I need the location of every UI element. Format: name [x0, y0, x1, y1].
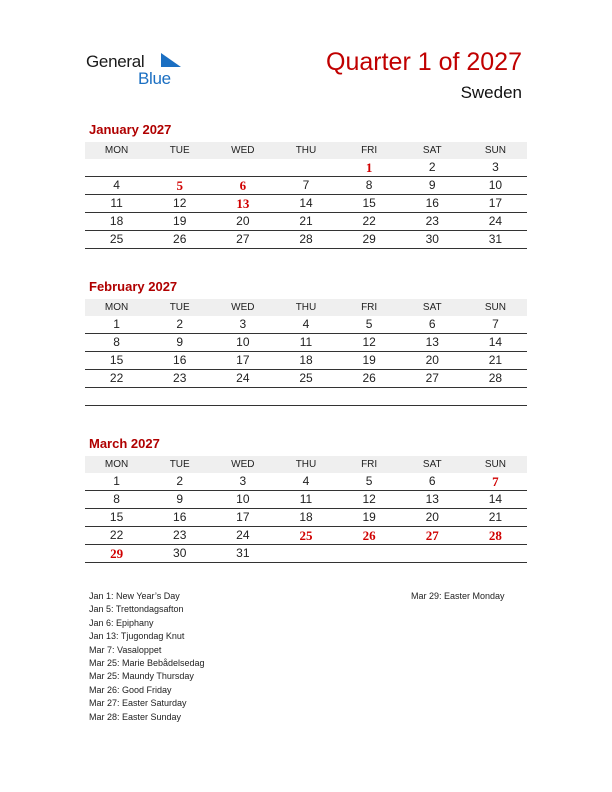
date-cell: 12 [362, 335, 376, 349]
date-cell: 14 [299, 196, 313, 210]
week-row [85, 213, 527, 231]
date-cell: 1 [113, 317, 120, 331]
holiday-note: Jan 5: Trettondagsafton [89, 604, 184, 615]
date-cell [338, 388, 401, 405]
date-cell: 15 [362, 196, 376, 210]
weekday-label: MON [104, 302, 129, 313]
holiday-note: Jan 6: Epiphany [89, 617, 154, 628]
date-cell [464, 545, 527, 562]
month-weeks [85, 473, 527, 563]
date-cell [85, 159, 148, 176]
weekday-label: SAT [422, 145, 442, 156]
date-cell: 27 [425, 371, 439, 385]
holiday-note: Mar 25: Maundy Thursday [89, 671, 194, 682]
weekday-label: SUN [484, 459, 506, 470]
holiday-date-cell: 13 [236, 196, 250, 211]
date-cell: 22 [109, 371, 124, 385]
date-cell: 11 [299, 492, 313, 506]
month-title: January 2027 [89, 122, 172, 137]
date-cell: 17 [236, 353, 250, 367]
date-cell: 3 [492, 160, 499, 174]
holiday-note: Jan 1: New Year’s Day [89, 591, 180, 601]
week-row [85, 316, 527, 334]
date-cell [401, 388, 464, 405]
week-row [85, 491, 527, 509]
date-cell: 25 [109, 232, 124, 246]
blue-triangle-flag-icon [159, 52, 183, 70]
date-cell: 10 [236, 335, 250, 349]
date-cell: 3 [239, 317, 247, 331]
week-row [85, 545, 527, 563]
weekday-label: FRI [361, 459, 378, 470]
month-january [85, 122, 527, 249]
holiday-date-cell: 27 [425, 528, 439, 543]
date-cell: 6 [428, 474, 436, 488]
weekday-header [85, 142, 527, 159]
date-cell: 8 [365, 178, 373, 192]
date-cell: 3 [239, 474, 247, 488]
week-row [85, 195, 527, 213]
holiday-note: Mar 27: Easter Saturday [89, 698, 187, 709]
date-cell: 31 [236, 546, 250, 560]
date-cell: 13 [425, 492, 439, 506]
holiday-date-cell: 7 [492, 474, 499, 489]
date-cell: 21 [488, 353, 503, 367]
date-cell [274, 388, 337, 405]
holiday-date-cell: 28 [488, 528, 502, 543]
date-cell: 4 [302, 317, 310, 331]
date-cell [464, 388, 527, 405]
date-cell: 17 [488, 196, 503, 210]
date-cell: 9 [428, 178, 436, 192]
date-cell: 22 [362, 214, 376, 228]
date-cell: 20 [236, 214, 250, 228]
date-cell [338, 545, 401, 562]
date-cell: 19 [173, 214, 187, 228]
logo-word-blue: Blue [138, 69, 171, 88]
holiday-note: Mar 29: Easter Monday [411, 591, 505, 601]
date-cell: 24 [488, 214, 503, 228]
week-row [85, 334, 527, 352]
date-cell: 16 [425, 196, 439, 210]
date-cell: 2 [428, 160, 436, 174]
weekday-label: MON [104, 459, 129, 470]
date-cell: 19 [362, 510, 376, 524]
holiday-note: Mar 26: Good Friday [89, 684, 172, 695]
date-cell: 26 [173, 232, 187, 246]
date-cell: 25 [299, 371, 313, 385]
date-cell: 5 [365, 474, 373, 488]
date-cell [401, 545, 464, 562]
date-cell: 16 [173, 353, 187, 367]
holiday-note: Jan 13: Tjugondag Knut [89, 631, 185, 642]
date-cell: 23 [173, 371, 187, 385]
date-cell: 14 [488, 335, 503, 349]
week-row [85, 527, 527, 545]
date-cell [148, 159, 211, 176]
date-cell: 23 [173, 528, 187, 542]
date-cell: 12 [362, 492, 376, 506]
month-march [85, 436, 527, 563]
date-cell [211, 159, 274, 176]
week-row [85, 352, 527, 370]
date-cell: 4 [113, 178, 120, 192]
weekday-header [85, 456, 527, 473]
date-cell: 27 [236, 232, 250, 246]
date-cell: 1 [113, 474, 120, 488]
month-february [85, 279, 527, 406]
weekday-label: TUE [169, 145, 190, 156]
holiday-list-left [89, 590, 205, 724]
date-cell: 17 [236, 510, 250, 524]
weekday-label: FRI [361, 302, 378, 313]
date-cell: 23 [425, 214, 439, 228]
date-cell: 20 [425, 353, 439, 367]
page-title: Quarter 1 of 2027 [326, 48, 522, 76]
holiday-date-cell: 26 [362, 528, 376, 543]
date-cell: 19 [362, 353, 376, 367]
date-cell [85, 388, 148, 405]
date-cell: 21 [299, 214, 313, 228]
date-cell: 20 [425, 510, 439, 524]
week-row [85, 231, 527, 249]
week-row [85, 370, 527, 388]
date-cell: 26 [362, 371, 376, 385]
holiday-note: Mar 25: Marie Bebådelsedag [89, 658, 205, 669]
date-cell: 16 [173, 510, 187, 524]
logo [86, 50, 196, 90]
date-cell: 12 [173, 196, 187, 210]
logo-word-general: General [86, 52, 145, 71]
weekday-label: SUN [484, 145, 506, 156]
date-cell [148, 388, 211, 405]
weekday-label: WED [231, 302, 255, 313]
week-row [85, 177, 527, 195]
weekday-label: SAT [422, 302, 442, 313]
weekday-label: THU [295, 302, 317, 313]
weekday-label: TUE [169, 302, 190, 313]
weekday-label: WED [231, 459, 255, 470]
holiday-note: Mar 7: Vasaloppet [89, 644, 162, 655]
date-cell: 6 [428, 317, 436, 331]
holiday-list-right [411, 590, 505, 603]
country-name: Sweden [460, 83, 522, 102]
week-row [85, 473, 527, 491]
holiday-date-cell: 25 [299, 528, 313, 543]
date-cell: 7 [302, 178, 310, 192]
date-cell: 24 [236, 528, 250, 542]
date-cell: 5 [365, 317, 373, 331]
weekday-label: THU [295, 145, 317, 156]
date-cell [211, 388, 274, 405]
weekday-label: WED [231, 145, 255, 156]
date-cell: 15 [109, 510, 124, 524]
holiday-date-cell: 1 [365, 160, 373, 175]
date-cell: 9 [176, 335, 184, 349]
holiday-date-cell: 29 [110, 546, 124, 561]
date-cell: 8 [113, 335, 120, 349]
weekday-label: MON [104, 145, 129, 156]
weekday-label: FRI [361, 145, 378, 156]
date-cell [274, 545, 337, 562]
date-cell: 10 [488, 178, 503, 192]
weekday-label: THU [295, 459, 317, 470]
date-cell: 11 [110, 196, 123, 210]
holiday-note: Mar 28: Easter Sunday [89, 711, 182, 722]
date-cell: 11 [299, 335, 313, 349]
date-cell: 15 [109, 353, 124, 367]
month-weeks [85, 159, 527, 249]
date-cell: 31 [488, 232, 503, 246]
month-title: February 2027 [89, 279, 178, 294]
week-row [85, 509, 527, 527]
date-cell: 24 [236, 371, 250, 385]
date-cell: 18 [299, 510, 313, 524]
holiday-date-cell: 6 [239, 178, 247, 193]
weekday-label: SUN [484, 302, 506, 313]
date-cell: 2 [176, 474, 184, 488]
date-cell: 18 [109, 214, 124, 228]
date-cell: 7 [492, 317, 499, 331]
weekday-header [85, 299, 527, 316]
date-cell: 30 [173, 546, 187, 560]
date-cell: 9 [176, 492, 184, 506]
date-cell: 18 [299, 353, 313, 367]
date-cell: 13 [425, 335, 439, 349]
weekday-label: SAT [422, 459, 442, 470]
date-cell: 8 [113, 492, 120, 506]
date-cell: 28 [299, 232, 313, 246]
weekday-label: TUE [169, 459, 190, 470]
date-cell: 14 [488, 492, 503, 506]
date-cell: 10 [236, 492, 250, 506]
month-weeks [85, 316, 527, 406]
date-cell: 22 [109, 528, 124, 542]
date-cell: 21 [488, 510, 503, 524]
date-cell [274, 159, 337, 176]
month-title: March 2027 [89, 436, 160, 451]
week-row [85, 159, 527, 177]
date-cell: 30 [425, 232, 439, 246]
date-cell: 4 [302, 474, 310, 488]
date-cell: 2 [176, 317, 184, 331]
date-cell: 29 [362, 232, 376, 246]
holiday-date-cell: 5 [176, 178, 183, 193]
week-row [85, 388, 527, 406]
date-cell: 28 [488, 371, 503, 385]
